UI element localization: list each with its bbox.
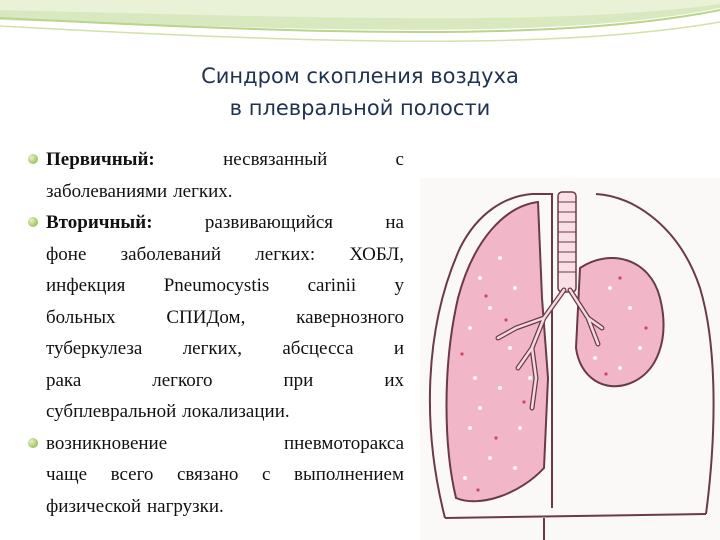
word: Pneumocystis [163, 275, 270, 296]
word: с [261, 464, 271, 485]
word: при [283, 369, 314, 391]
word: выполнением [293, 464, 404, 485]
word: всего [110, 464, 154, 485]
word: и [393, 338, 404, 359]
word: carinii [307, 275, 357, 296]
bullet-onset [28, 428, 404, 523]
word: туберкулеза [46, 338, 143, 359]
bullet-list [28, 144, 404, 522]
word: СПИДом, [166, 306, 246, 328]
word: физической [46, 495, 141, 517]
bullet-dot-icon [28, 154, 38, 164]
word: их [384, 369, 404, 391]
word: легких. [173, 180, 233, 202]
text-line [46, 459, 404, 491]
word: легких: [255, 243, 316, 265]
word: несвязанный [223, 149, 328, 170]
word: чаще [46, 464, 88, 485]
word: субплевральной [46, 401, 177, 422]
bullet-secondary [28, 207, 404, 428]
bullet-dot-icon [28, 438, 38, 448]
text-line [46, 302, 404, 334]
title-line-2: в плевральной полости [229, 96, 491, 120]
text-line [46, 144, 404, 176]
word: с [395, 149, 404, 170]
word: ХОБЛ, [349, 243, 404, 265]
text-line [46, 333, 404, 365]
word: связано [176, 464, 239, 485]
text-line [46, 239, 404, 271]
word: пневмоторакса [283, 432, 404, 454]
bullet-dot-icon [28, 217, 38, 227]
text-line [46, 176, 404, 208]
word: возникновение [46, 432, 168, 454]
term-secondary: Вторичный: [46, 212, 153, 233]
word: абсцесса [282, 338, 354, 359]
word: нагрузки. [146, 495, 224, 517]
word: заболеваний [120, 243, 222, 265]
word: развивающийся [204, 212, 333, 233]
text-line [46, 365, 404, 397]
word: локализации. [182, 401, 290, 422]
text-line [46, 396, 404, 428]
word: на [385, 212, 404, 233]
word: больных [46, 306, 116, 328]
title-line-1: Синдром скопления воздуха [201, 64, 519, 88]
slide-title [110, 60, 610, 124]
pneumothorax-lung-illustration [420, 178, 720, 540]
text-line [46, 491, 404, 523]
word: легких, [182, 338, 243, 359]
term-primary: Первичный: [46, 149, 155, 170]
word: легкого [152, 369, 213, 391]
text-line [46, 428, 404, 460]
word: рака [46, 369, 82, 391]
word: инфекция [46, 275, 126, 296]
text-line [46, 207, 404, 239]
word: заболеваниями [46, 180, 168, 202]
bullet-primary [28, 144, 404, 207]
word: фоне [46, 243, 87, 265]
word: у [394, 275, 404, 296]
text-line [46, 270, 404, 302]
word: кавернозного [296, 306, 404, 328]
